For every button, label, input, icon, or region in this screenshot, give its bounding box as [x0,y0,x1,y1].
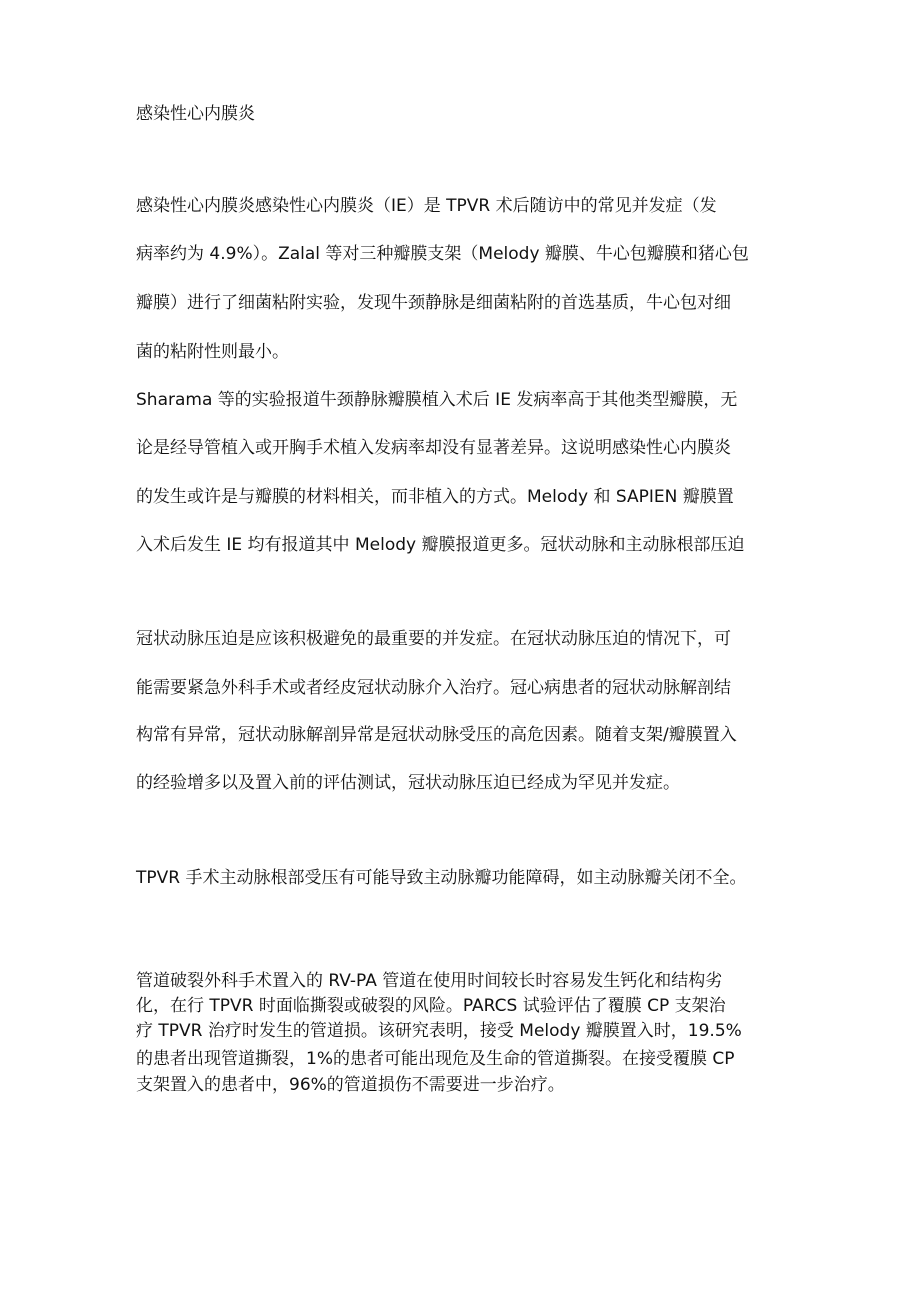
paragraph-line: Sharama 等的实验报道牛颈静脉瓣膜植入术后 IE 发病率高于其他类型瓣膜，无 [136,390,738,410]
paragraph-line: 的经验增多以及置入前的评估测试，冠状动脉压迫已经成为罕见并发症。 [136,773,680,793]
paragraph-line: 病率约为 4.9%）。Zalal 等对三种瓣膜支架（Melody 瓣膜、牛心包瓣膜和猪心包 [136,244,749,264]
paragraph-line: 冠状动脉压迫是应该积极避免的最重要的并发症。在冠状动脉压迫的情况下，可 [136,629,731,649]
document-title: 感染性心内膜炎 [136,104,255,124]
paragraph-line: 的发生或许是与瓣膜的材料相关，而非植入的方式。Melody 和 SAPIEN 瓣膜置 [136,487,734,507]
paragraph-line: 能需要紧急外科手术或者经皮冠状动脉介入治疗。冠心病患者的冠状动脉解剖结 [136,678,731,698]
paragraph-line: 菌的粘附性则最小。 [136,342,289,362]
paragraph-line: TPVR 手术主动脉根部受压有可能导致主动脉瓣功能障碍，如主动脉瓣关闭不全。 [136,868,747,888]
paragraph-line: 瓣膜）进行了细菌粘附实验，发现牛颈静脉是细菌粘附的首选基质，牛心包对细 [136,293,731,313]
paragraph-line: 构常有异常，冠状动脉解剖异常是冠状动脉受压的高危因素。随着支架/瓣膜置入 [136,725,737,745]
paragraph-line: 管道破裂外科手术置入的 RV-PA 管道在使用时间较长时容易发生钙化和结构劣 [136,971,723,991]
paragraph-line: 论是经导管植入或开胸手术植入发病率却没有显著差异。这说明感染性心内膜炎 [136,438,731,458]
paragraph-line: 的患者出现管道撕裂，1%的患者可能出现危及生命的管道撕裂。在接受覆膜 CP [136,1049,735,1069]
paragraph-line: 入术后发生 IE 均有报道其中 Melody 瓣膜报道更多。冠状动脉和主动脉根部压迫 [136,535,745,555]
paragraph-line: 化，在行 TPVR 时面临撕裂或破裂的风险。PARCS 试验评估了覆膜 CP 支架治 [136,996,726,1016]
paragraph-line: 疗 TPVR 治疗时发生的管道损。该研究表明，接受 Melody 瓣膜置入时，19.5% [136,1021,742,1041]
paragraph-line: 支架置入的患者中，96%的管道损伤不需要进一步治疗。 [136,1075,565,1095]
paragraph-line: 感染性心内膜炎感染性心内膜炎（IE）是 TPVR 术后随访中的常见并发症（发 [136,196,717,216]
